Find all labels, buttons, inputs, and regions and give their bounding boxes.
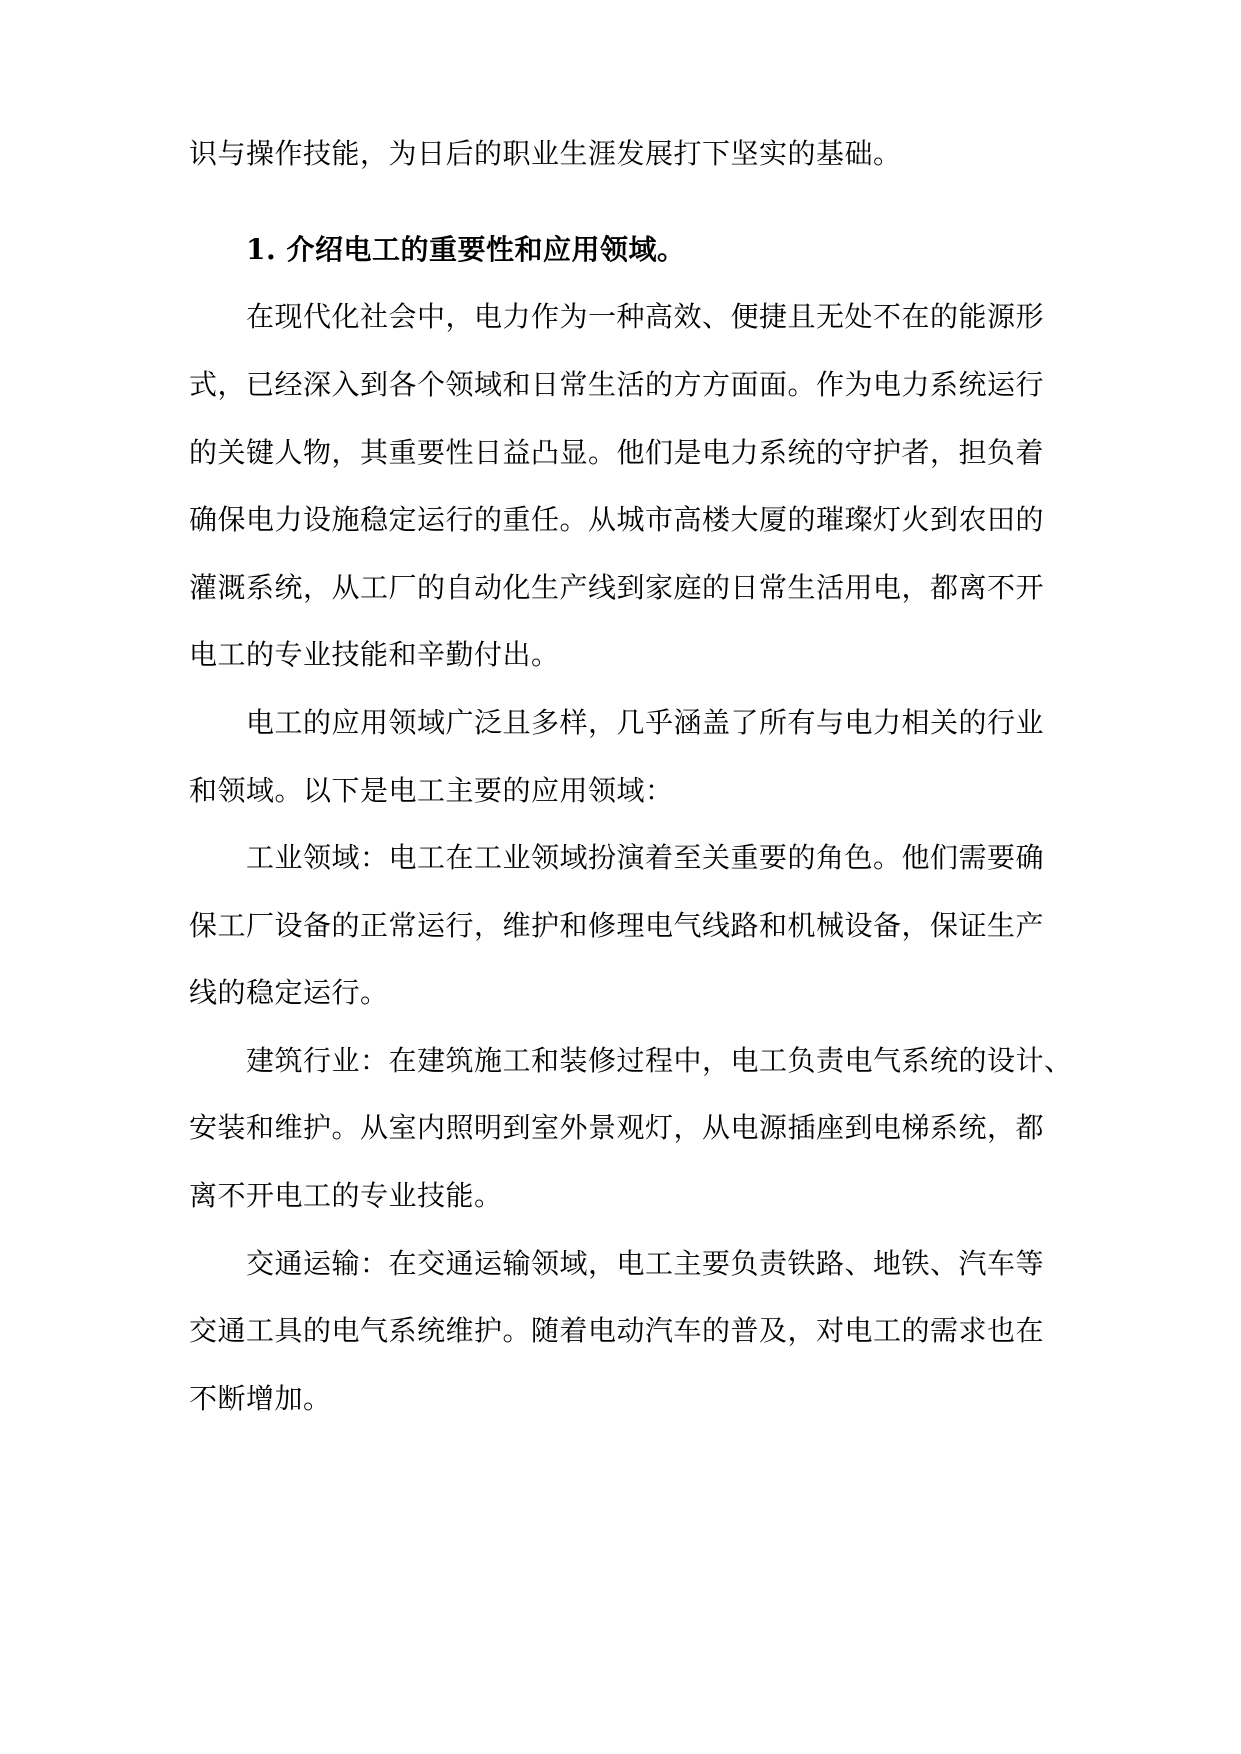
paragraph-line: 不断增加。 (189, 1382, 332, 1415)
paragraph-line: 在现代化社会中，电力作为一种高效、便捷且无处不在的能源形 (246, 300, 1045, 333)
section-heading: 1. 介绍电工的重要性和应用领域。 (246, 233, 686, 266)
paragraph-line: 电工的应用领域广泛且多样，几乎涵盖了所有与电力相关的行业 (246, 706, 1045, 739)
paragraph-line: 交通工具的电气系统维护。随着电动汽车的普及，对电工的需求也在 (189, 1314, 1045, 1347)
paragraph-continuation-line: 识与操作技能，为日后的职业生涯发展打下坚实的基础。 (189, 137, 902, 170)
paragraph-line: 离不开电工的专业技能。 (189, 1179, 503, 1212)
paragraph-line: 和领域。以下是电工主要的应用领域： (189, 774, 674, 807)
paragraph-line: 保工厂设备的正常运行，维护和修理电气线路和机械设备，保证生产 (189, 909, 1045, 942)
paragraph-line: 式，已经深入到各个领域和日常生活的方方面面。作为电力系统运行 (189, 368, 1045, 401)
paragraph-line: 建筑行业：在建筑施工和装修过程中，电工负责电气系统的设计、 (246, 1044, 1073, 1077)
paragraph-line: 安装和维护。从室内照明到室外景观灯，从电源插座到电梯系统，都 (189, 1111, 1045, 1144)
paragraph-line: 工业领域：电工在工业领域扮演着至关重要的角色。他们需要确 (246, 841, 1045, 874)
paragraph-line: 的关键人物，其重要性日益凸显。他们是电力系统的守护者，担负着 (189, 436, 1045, 469)
paragraph-line: 灌溉系统，从工厂的自动化生产线到家庭的日常生活用电，都离不开 (189, 571, 1045, 604)
paragraph-line: 电工的专业技能和辛勤付出。 (189, 638, 560, 671)
paragraph-line: 交通运输：在交通运输领域，电工主要负责铁路、地铁、汽车等 (246, 1247, 1045, 1280)
paragraph-line: 线的稳定运行。 (189, 976, 389, 1009)
paragraph-line: 确保电力设施稳定运行的重任。从城市高楼大厦的璀璨灯火到农田的 (189, 503, 1045, 536)
